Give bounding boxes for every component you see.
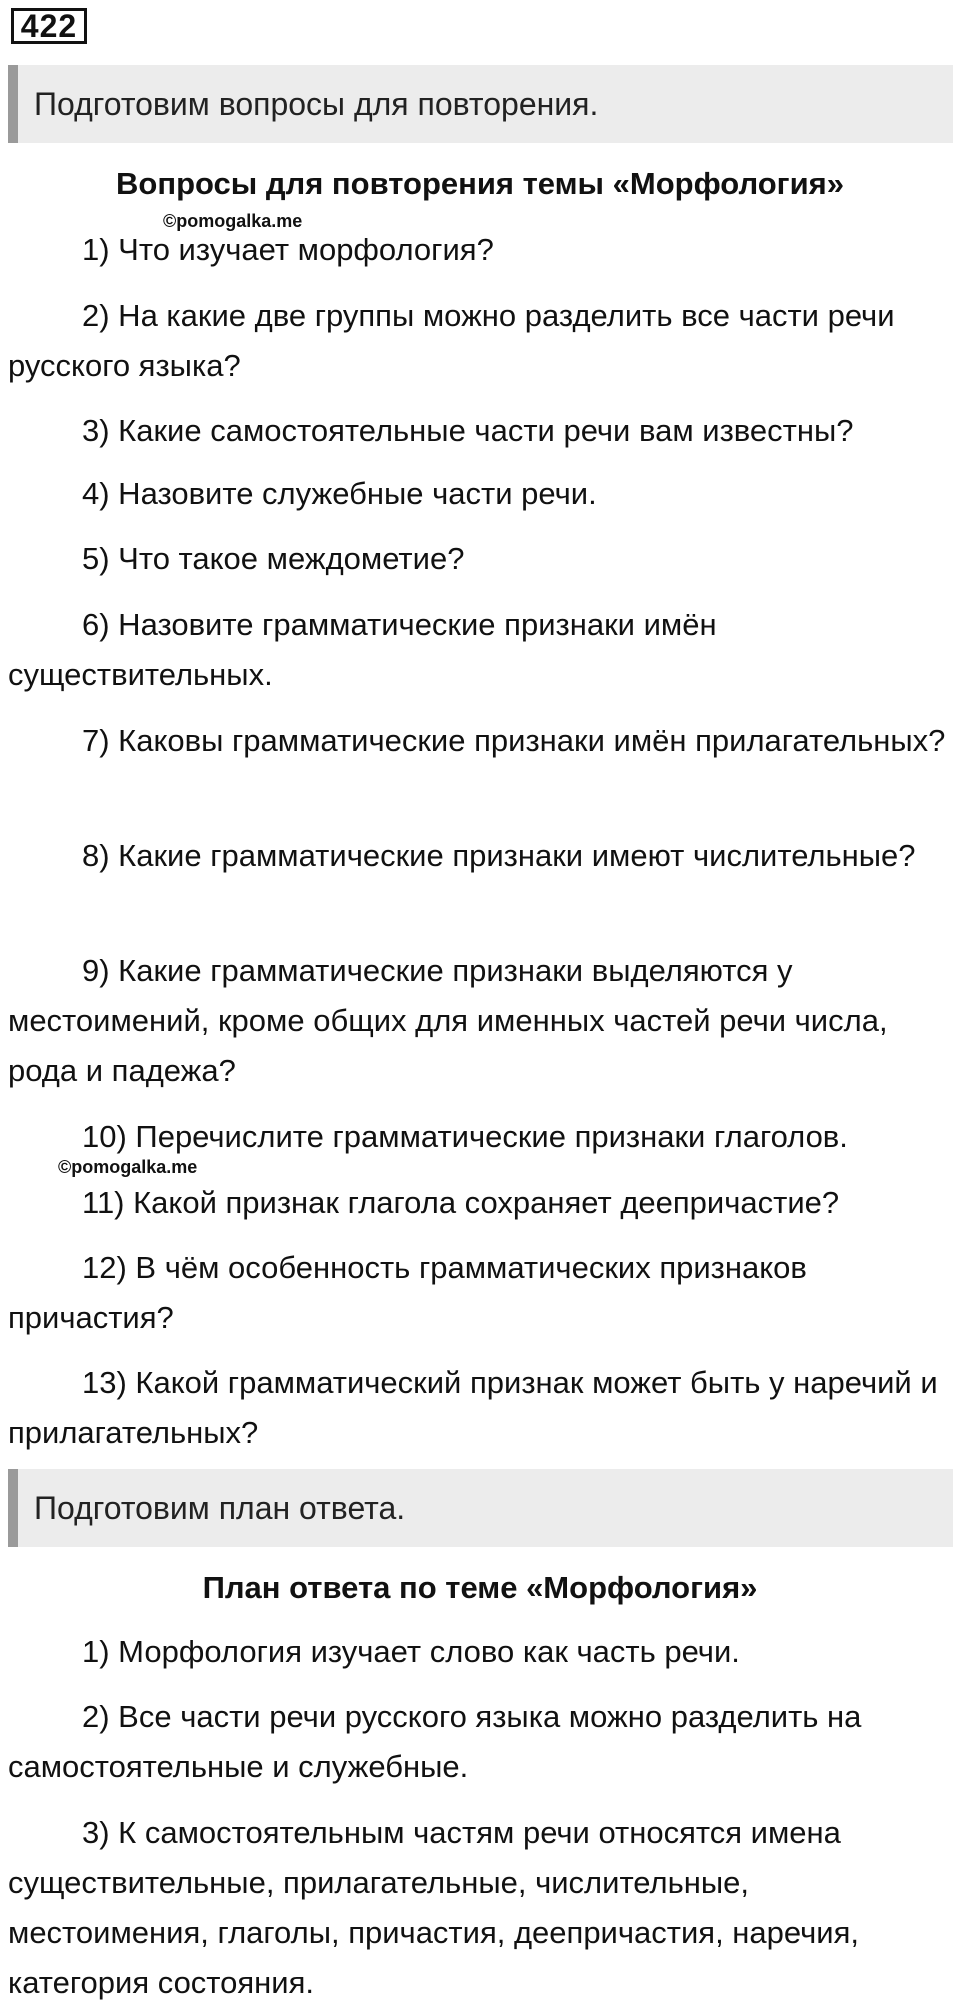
question-9: 9) Какие грамматические признаки выделяются у местоимений, кроме общих для именных частей речи числа, рода и падежа? <box>8 953 888 1088</box>
question-2: 2) На какие две группы можно разделить все части речи русского языка? <box>8 298 895 383</box>
question-11: 11) Какой признак глагола сохраняет деепричастие? <box>82 1185 840 1220</box>
watermark: ©pomogalka.me <box>163 211 303 231</box>
question-13: 13) Какой грамматический признак может быть у наречий и прилагательных? <box>8 1365 938 1450</box>
question-5: 5) Что такое междометие? <box>82 541 465 576</box>
callout-questions: Подготовим вопросы для повторения. <box>8 65 953 143</box>
question-8: 8) Какие грамматические признаки имеют числительные? <box>82 838 916 873</box>
question-1: 1) Что изучает морфология? <box>82 232 494 267</box>
question-6: 6) Назовите грамматические признаки имён существительных. <box>8 607 717 692</box>
heading-plan: План ответа по теме «Морфология» <box>202 1570 758 1605</box>
question-7: 7) Каковы грамматические признаки имён прилагательных? <box>82 723 946 758</box>
question-3: 3) Какие самостоятельные части речи вам известны? <box>82 413 854 448</box>
question-4: 4) Назовите служебные части речи. <box>82 476 597 511</box>
plan-item-2: 2) Все части речи русского языка можно разделить на самостоятельные и служебные. <box>8 1699 862 1784</box>
question-12: 12) В чём особенность грамматических признаков причастия? <box>8 1250 807 1335</box>
task-number: 422 <box>11 8 87 44</box>
question-10: 10) Перечислите грамматические признаки глаголов. <box>82 1119 848 1154</box>
callout-plan: Подготовим план ответа. <box>8 1469 953 1547</box>
plan-item-1: 1) Морфология изучает слово как часть речи. <box>82 1634 740 1669</box>
heading-questions: Вопросы для повторения темы «Морфология» <box>116 166 844 201</box>
watermark-2: ©pomogalka.me <box>58 1157 198 1177</box>
plan-item-3: 3) К самостоятельным частям речи относятся имена существительные, прилагательные, числительные, местоимения, глаголы, причастия, деепричастия, наречия, категория состояния. <box>8 1815 859 2000</box>
